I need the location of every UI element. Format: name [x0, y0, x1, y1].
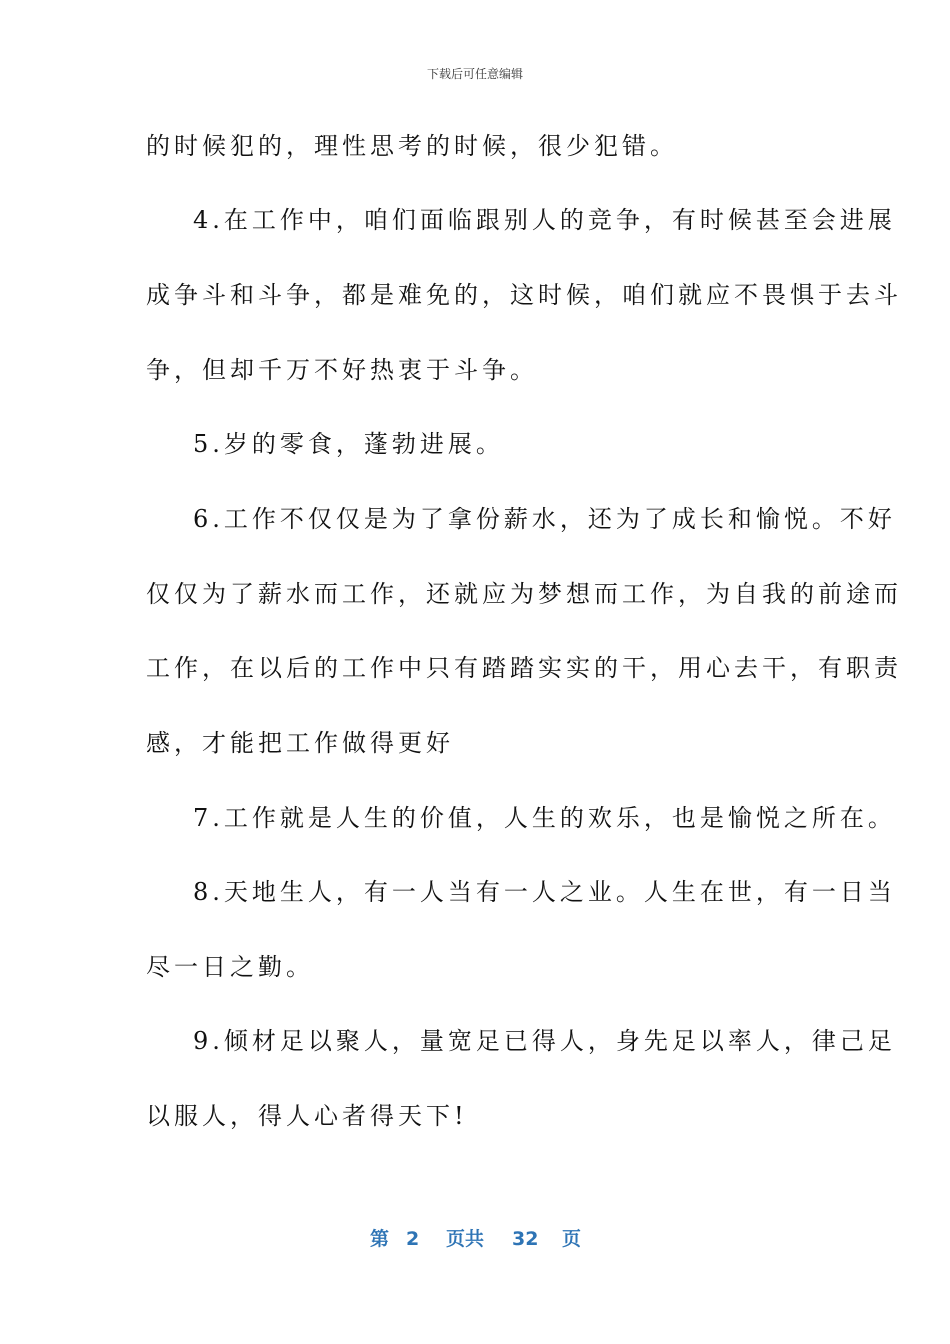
- body-text-line: 4.在工作中，咱们面临跟别人的竞争，有时候甚至会进展: [193, 206, 896, 234]
- footer-label-suffix: 页: [562, 1228, 582, 1250]
- body-text-line: 7.工作就是人生的价值，人生的欢乐，也是愉悦之所在。: [193, 804, 896, 832]
- body-text-line: 以服人，得人心者得天下!: [146, 1102, 468, 1130]
- body-text-line: 9.倾材足以聚人，量宽足已得人，身先足以率人，律己足: [193, 1027, 896, 1055]
- body-text-line: 的时候犯的，理性思考的时候，很少犯错。: [146, 132, 678, 160]
- body-text-line: 感，才能把工作做得更好: [146, 729, 454, 757]
- footer-label-prefix: 第: [370, 1228, 390, 1250]
- footer-label-middle: 页共: [446, 1228, 485, 1250]
- body-text-line: 工作，在以后的工作中只有踏踏实实的干，用心去干，有职责: [146, 654, 902, 682]
- body-text-line: 仅仅为了薪水而工作，还就应为梦想而工作，为自我的前途而: [146, 580, 902, 608]
- body-text-line: 8.天地生人，有一人当有一人之业。人生在世，有一日当: [193, 878, 896, 906]
- current-page-number: 2: [406, 1228, 420, 1250]
- body-text-line: 6.工作不仅仅是为了拿份薪水，还为了成长和愉悦。不好: [193, 505, 896, 533]
- page-header: 下载后可任意编辑: [426, 67, 523, 81]
- page-footer: [0, 1227, 950, 1251]
- total-page-count: 32: [512, 1228, 539, 1250]
- body-text-line: 尽一日之勤。: [146, 953, 314, 981]
- body-text-line: 5.岁的零食，蓬勃进展。: [193, 430, 504, 458]
- body-text-line: 争，但却千万不好热衷于斗争。: [146, 356, 538, 384]
- body-text-line: 成争斗和斗争，都是难免的，这时候，咱们就应不畏惧于去斗: [146, 281, 902, 309]
